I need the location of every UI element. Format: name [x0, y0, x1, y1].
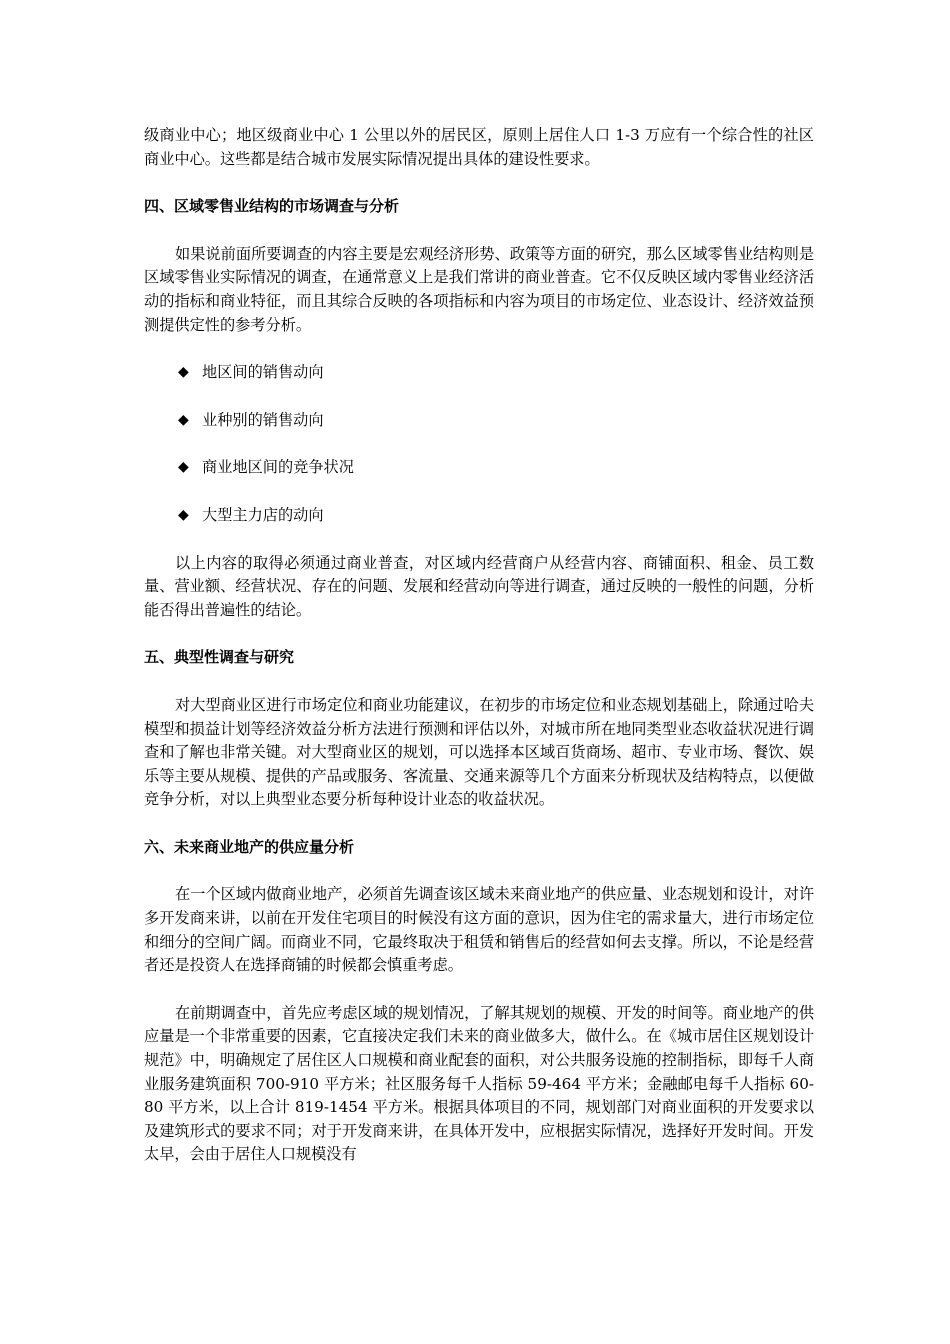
bullet-text: 大型主力店的动向	[202, 505, 324, 524]
bullet-item	[144, 504, 814, 528]
section-6-heading: 六、未来商业地产的供应量分析	[144, 837, 355, 856]
bullet-item	[144, 361, 814, 385]
section-4-paragraph-1: 如果说前面所要调查的内容主要是宏观经济形势、政策等方面的研究，那么区域零售业结构则是区域零售业实际情况的调查，在通常意义上是我们常讲的商业普查。它不仅反映区域内零售业经济活动的指标和商业特征，而且其综合反映的各项指标和内容为项目的市场定位、业态设计、经济效益预测提供定性的参考分析。	[144, 244, 814, 334]
section-4-paragraph-2: 以上内容的取得必须通过商业普查，对区域内经营商户从经营内容、商铺面积、租金、员工数量、营业额、经营状况、存在的问题、发展和经营动向等进行调查，通过反映的一般性的问题，分析能否得出普遍性的结论。	[144, 553, 814, 619]
bullet-item	[144, 456, 814, 480]
bullet-text: 商业地区间的竞争状况	[202, 458, 354, 477]
intro-paragraph: 级商业中心；地区级商业中心 1 公里以外的居民区，原则上居住人口 1-3 万应有一个综合性的社区商业中心。这些都是结合城市发展实际情况提出具体的建设性要求。	[144, 126, 814, 168]
bullet-item	[144, 409, 814, 433]
bullet-text: 地区间的销售动向	[202, 363, 324, 382]
diamond-bullet-icon: ◆	[178, 411, 189, 428]
section-6-paragraph-1: 在一个区域内做商业地产，必须首先调查该区域未来商业地产的供应量、业态规划和设计，对许多开发商来讲，以前在开发住宅项目的时候没有这方面的意识，因为住宅的需求量大，进行市场定位和细分的空间广阔。而商业不同，它最终取决于租赁和销售后的经营如何去支撑。所以，不论是经营者还是投资人在选择商铺的时候都会慎重考虑。	[144, 885, 814, 975]
bullet-text: 业种别的销售动向	[202, 410, 324, 429]
diamond-bullet-icon: ◆	[178, 364, 189, 381]
section-4-heading: 四、区域零售业结构的市场调查与分析	[144, 197, 400, 216]
section-5-heading: 五、典型性调查与研究	[144, 648, 295, 667]
diamond-bullet-icon: ◆	[178, 506, 189, 523]
section-6-paragraph-2: 在前期调查中，首先应考虑区域的规划情况，了解其规划的规模、开发的时间等。商业地产的供应量是一个非常重要的因素，它直接决定我们未来的商业做多大，做什么。在《城市居住区规划设计规范》中，明确规定了居住区人口规模和商业配套的面积，对公共服务设施的控制指标，即每千人商业服务建筑面积 700-910 平方米；社区服务每千人指标 59-464 平方米；金融邮电每千人指标 60-80 平方米，以上合计 819-1454 平方米。根据具体项目的不同，规划部门对商业面积的开发要求以及建筑形式的要求不同；对于开发商来讲，在具体开发中，应根据实际情况，选择好开发时间。开发太早，会由于居住人口规模没有	[144, 1003, 814, 1164]
document-page	[144, 124, 814, 1191]
section-5-paragraph-1: 对大型商业区进行市场定位和商业功能建议，在初步的市场定位和业态规划基础上，除通过哈夫模型和损益计划等经济效益分析方法进行预测和评估以外，对城市所在地同类型业态收益状况进行调查和了解也非常关键。对大型商业区的规划，可以选择本区域百货商场、超市、专业市场、餐饮、娱乐等主要从规模、提供的产品或服务、客流量、交通来源等几个方面来分析现状及结构特点，以便做竞争分析，对以上典型业态要分析每种设计业态的收益状况。	[144, 695, 814, 809]
diamond-bullet-icon: ◆	[178, 459, 189, 476]
